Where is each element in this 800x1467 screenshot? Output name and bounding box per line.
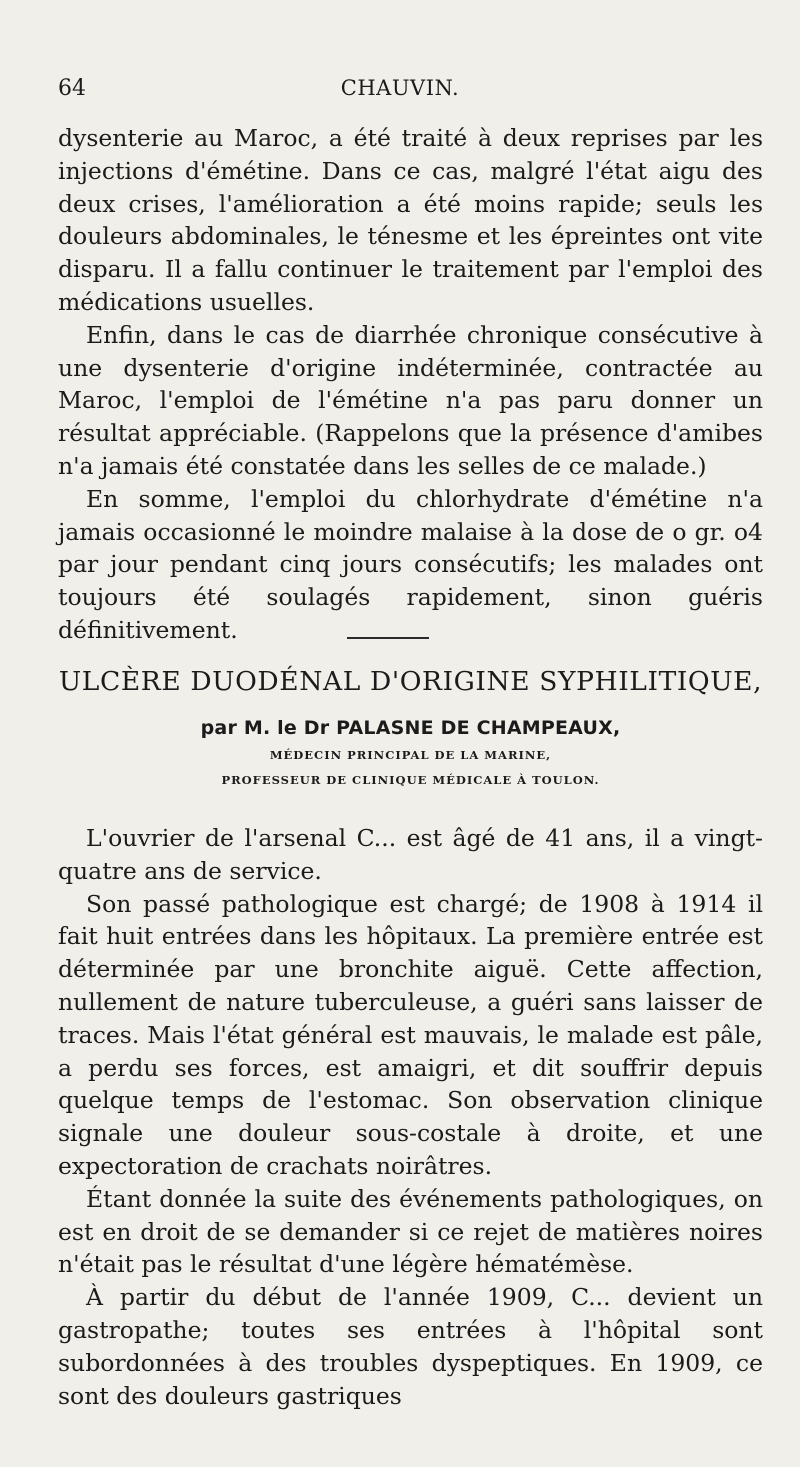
paragraph: En somme, l'emploi du chlorhydrate d'émétine n'a jamais occasionné le moindre malaise à la dose de o gr. o4 par jour pendant cinq jours consécutifs; les malades ont toujours été soulagés rapidement, sinon guéris définitivement. (58, 484, 763, 644)
article-byline: par M. le Dr PALASNE DE CHAMPEAUX, (200, 717, 621, 739)
article-title: ULCÈRE DUODÉNAL D'ORIGINE SYPHILITIQUE, (58, 666, 763, 697)
author-affiliation: MÉDECIN PRINCIPAL DE LA MARINE, (269, 748, 552, 762)
paragraph: Enfin, dans le cas de diarrhée chronique consécutive à une dysenterie d'origine indéterminée, contractée au Maroc, l'emploi de l'émétine n'a pas paru donner un résultat appréciable. (Rappelons que la présence d'amibes n'a jamais été constatée dans les selles de ce malade.) (58, 320, 763, 480)
paragraph: dysenterie au Maroc, a été traité à deux reprises par les injections d'émétine. Dans ce cas, malgré l'état aigu des deux crises, l'amélioration a été moins rapide; seuls les douleurs abdominales, le ténesme et les épreintes ont vite disparu. Il a fallu continuer le traitement par l'emploi des médications usuelles. (58, 124, 763, 316)
paragraph: Étant donnée la suite des événements pathologiques, on est en droit de se demander si ce rejet de matières noires n'était pas le résultat d'une légère hématémèse. (58, 1184, 763, 1279)
preceding-article-text (58, 122, 763, 647)
page-number: 64 (58, 76, 86, 101)
author-affiliation: PROFESSEUR DE CLINIQUE MÉDICALE À TOULON. (221, 773, 600, 787)
article-body (58, 822, 763, 1412)
paragraph: À partir du début de l'année 1909, C... devient un gastropathe; toutes ses entrées à l'hôpital sont subordonnées à des troubles dyspeptiques. En 1909, ce sont des douleurs gastriques (58, 1283, 763, 1410)
paragraph: Son passé pathologique est chargé; de 1908 à 1914 il fait huit entrées dans les hôpitaux. La première entrée est déterminée par une bronchite aiguë. Cette affection, nullement de nature tuberculeuse, a guéri sans laisser de traces. Mais l'état général est mauvais, le malade est pâle, a perdu ses forces, est amaigri, et dit souffrir depuis quelque temps de l'estomac. Son observation clinique signale une douleur sous-costale à droite, et une expectoration de crachats noirâtres. (58, 889, 763, 1180)
paragraph: L'ouvrier de l'arsenal C... est âgé de 41 ans, il a vingt-quatre ans de service. (58, 824, 763, 885)
section-divider (347, 637, 429, 639)
page-header (58, 76, 742, 106)
running-head: CHAUVIN. (340, 76, 460, 100)
